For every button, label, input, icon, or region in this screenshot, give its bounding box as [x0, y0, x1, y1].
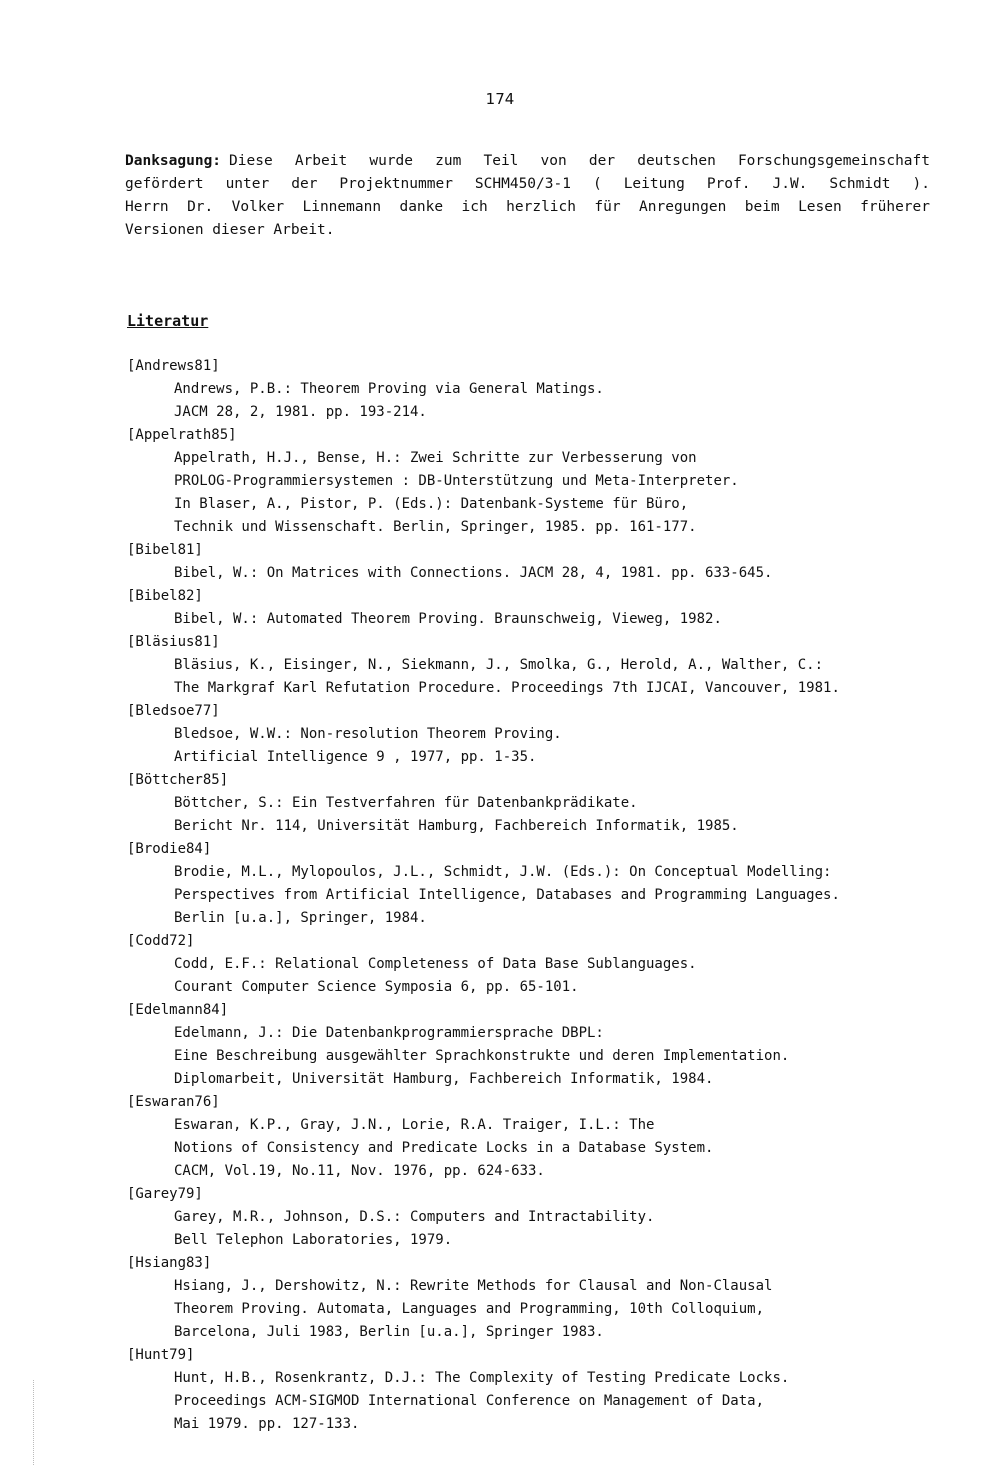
reference-line: Böttcher, S.: Ein Testverfahren für Datenbankprädikate.: [174, 795, 638, 811]
reference-entry: [127, 930, 937, 999]
reference-line: Bläsius, K., Eisinger, N., Siekmann, J., Smolka, G., Herold, A., Walther, C.:: [174, 657, 824, 673]
reference-key: [Bibel81]: [127, 542, 203, 558]
reference-key: [Bläsius81]: [127, 634, 220, 650]
reference-line: Appelrath, H.J., Bense, H.: Zwei Schritte zur Verbesserung von: [174, 450, 697, 466]
reference-entry: [127, 424, 937, 539]
reference-entry: [127, 539, 937, 585]
reference-entry: [127, 355, 937, 424]
reference-key: [Bibel82]: [127, 588, 203, 604]
reference-line: Hsiang, J., Dershowitz, N.: Rewrite Methods for Clausal and Non-Clausal: [174, 1278, 773, 1294]
reference-key: [Andrews81]: [127, 358, 220, 374]
acknowledgement-text: Herrn Dr. Volker Linnemann danke ich herzlich für Anregungen beim Lesen früherer: [125, 199, 930, 215]
acknowledgement-line: [125, 219, 930, 242]
reference-key: [Bledsoe77]: [127, 703, 220, 719]
acknowledgement-line: [125, 150, 930, 173]
reference-key: [Garey79]: [127, 1186, 203, 1202]
reference-line: Perspectives from Artificial Intelligence, Databases and Programming Languages.: [174, 887, 840, 903]
reference-line: Hunt, H.B., Rosenkrantz, D.J.: The Complexity of Testing Predicate Locks.: [174, 1370, 790, 1386]
reference-entry: [127, 838, 937, 930]
reference-line: Codd, E.F.: Relational Completeness of Data Base Sublanguages.: [174, 956, 697, 972]
reference-line: Eine Beschreibung ausgewählter Sprachkonstrukte und deren Implementation.: [174, 1048, 790, 1064]
reference-line: PROLOG-Programmiersystemen : DB-Unterstützung und Meta-Interpreter.: [174, 473, 739, 489]
reference-key: [Hunt79]: [127, 1347, 195, 1363]
reference-entry: [127, 700, 937, 769]
reference-line: Notions of Consistency and Predicate Locks in a Database System.: [174, 1140, 714, 1156]
reference-line: Technik und Wissenschaft. Berlin, Springer, 1985. pp. 161-177.: [174, 519, 697, 535]
reference-entry: [127, 1183, 937, 1252]
reference-line: Andrews, P.B.: Theorem Proving via General Matings.: [174, 381, 604, 397]
reference-key: [Hsiang83]: [127, 1255, 212, 1271]
reference-line: Theorem Proving. Automata, Languages and Programming, 10th Colloquium,: [174, 1301, 765, 1317]
acknowledgement-text: Versionen dieser Arbeit.: [125, 222, 335, 238]
reference-entry: [127, 1091, 937, 1183]
acknowledgement-text: Diese Arbeit wurde zum Teil von der deutschen Forschungsgemeinschaft: [229, 153, 930, 169]
reference-line: CACM, Vol.19, No.11, Nov. 1976, pp. 624-633.: [174, 1163, 545, 1179]
reference-key: [Codd72]: [127, 933, 195, 949]
reference-line: Mai 1979. pp. 127-133.: [174, 1416, 360, 1432]
reference-line: In Blaser, A., Pistor, P. (Eds.): Datenbank-Systeme für Büro,: [174, 496, 689, 512]
acknowledgement: [125, 150, 930, 242]
reference-list: [127, 355, 937, 1436]
reference-key: [Eswaran76]: [127, 1094, 220, 1110]
reference-line: Bibel, W.: On Matrices with Connections. JACM 28, 4, 1981. pp. 633-645.: [174, 565, 773, 581]
reference-line: Berlin [u.a.], Springer, 1984.: [174, 910, 427, 926]
acknowledgement-line: [125, 196, 930, 219]
reference-entry: [127, 769, 937, 838]
acknowledgement-text: gefördert unter der Projektnummer SCHM450/3-1 ( Leitung Prof. J.W. Schmidt ).: [125, 176, 930, 192]
reference-entry: [127, 585, 937, 631]
reference-line: Edelmann, J.: Die Datenbankprogrammiersprache DBPL:: [174, 1025, 604, 1041]
reference-key: [Böttcher85]: [127, 772, 229, 788]
reference-key: [Appelrath85]: [127, 427, 237, 443]
reference-line: Courant Computer Science Symposia 6, pp. 65-101.: [174, 979, 579, 995]
reference-line: Barcelona, Juli 1983, Berlin [u.a.], Springer 1983.: [174, 1324, 604, 1340]
reference-line: Artificial Intelligence 9 , 1977, pp. 1-35.: [174, 749, 537, 765]
reference-line: Bibel, W.: Automated Theorem Proving. Braunschweig, Vieweg, 1982.: [174, 611, 722, 627]
acknowledgement-line: [125, 173, 930, 196]
reference-line: JACM 28, 2, 1981. pp. 193-214.: [174, 404, 427, 420]
reference-line: Diplomarbeit, Universität Hamburg, Fachbereich Informatik, 1984.: [174, 1071, 714, 1087]
reference-key: [Brodie84]: [127, 841, 212, 857]
reference-line: Bledsoe, W.W.: Non-resolution Theorem Proving.: [174, 726, 562, 742]
reference-line: Eswaran, K.P., Gray, J.N., Lorie, R.A. Traiger, I.L.: The: [174, 1117, 655, 1133]
reference-entry: [127, 999, 937, 1091]
margin-mark: [33, 1380, 46, 1465]
section-heading-literatur: Literatur: [127, 312, 209, 330]
reference-line: Garey, M.R., Johnson, D.S.: Computers and Intractability.: [174, 1209, 655, 1225]
reference-line: Brodie, M.L., Mylopoulos, J.L., Schmidt, J.W. (Eds.): On Conceptual Modelling:: [174, 864, 832, 880]
page-number: 174: [485, 90, 515, 108]
reference-entry: [127, 1344, 937, 1436]
reference-line: The Markgraf Karl Refutation Procedure. Proceedings 7th IJCAI, Vancouver, 1981.: [174, 680, 840, 696]
reference-entry: [127, 1252, 937, 1344]
reference-line: Bell Telephon Laboratories, 1979.: [174, 1232, 453, 1248]
reference-key: [Edelmann84]: [127, 1002, 229, 1018]
reference-line: Proceedings ACM-SIGMOD International Conference on Management of Data,: [174, 1393, 765, 1409]
acknowledgement-label: Danksagung:: [125, 153, 222, 169]
reference-entry: [127, 631, 937, 700]
reference-line: Bericht Nr. 114, Universität Hamburg, Fachbereich Informatik, 1985.: [174, 818, 739, 834]
